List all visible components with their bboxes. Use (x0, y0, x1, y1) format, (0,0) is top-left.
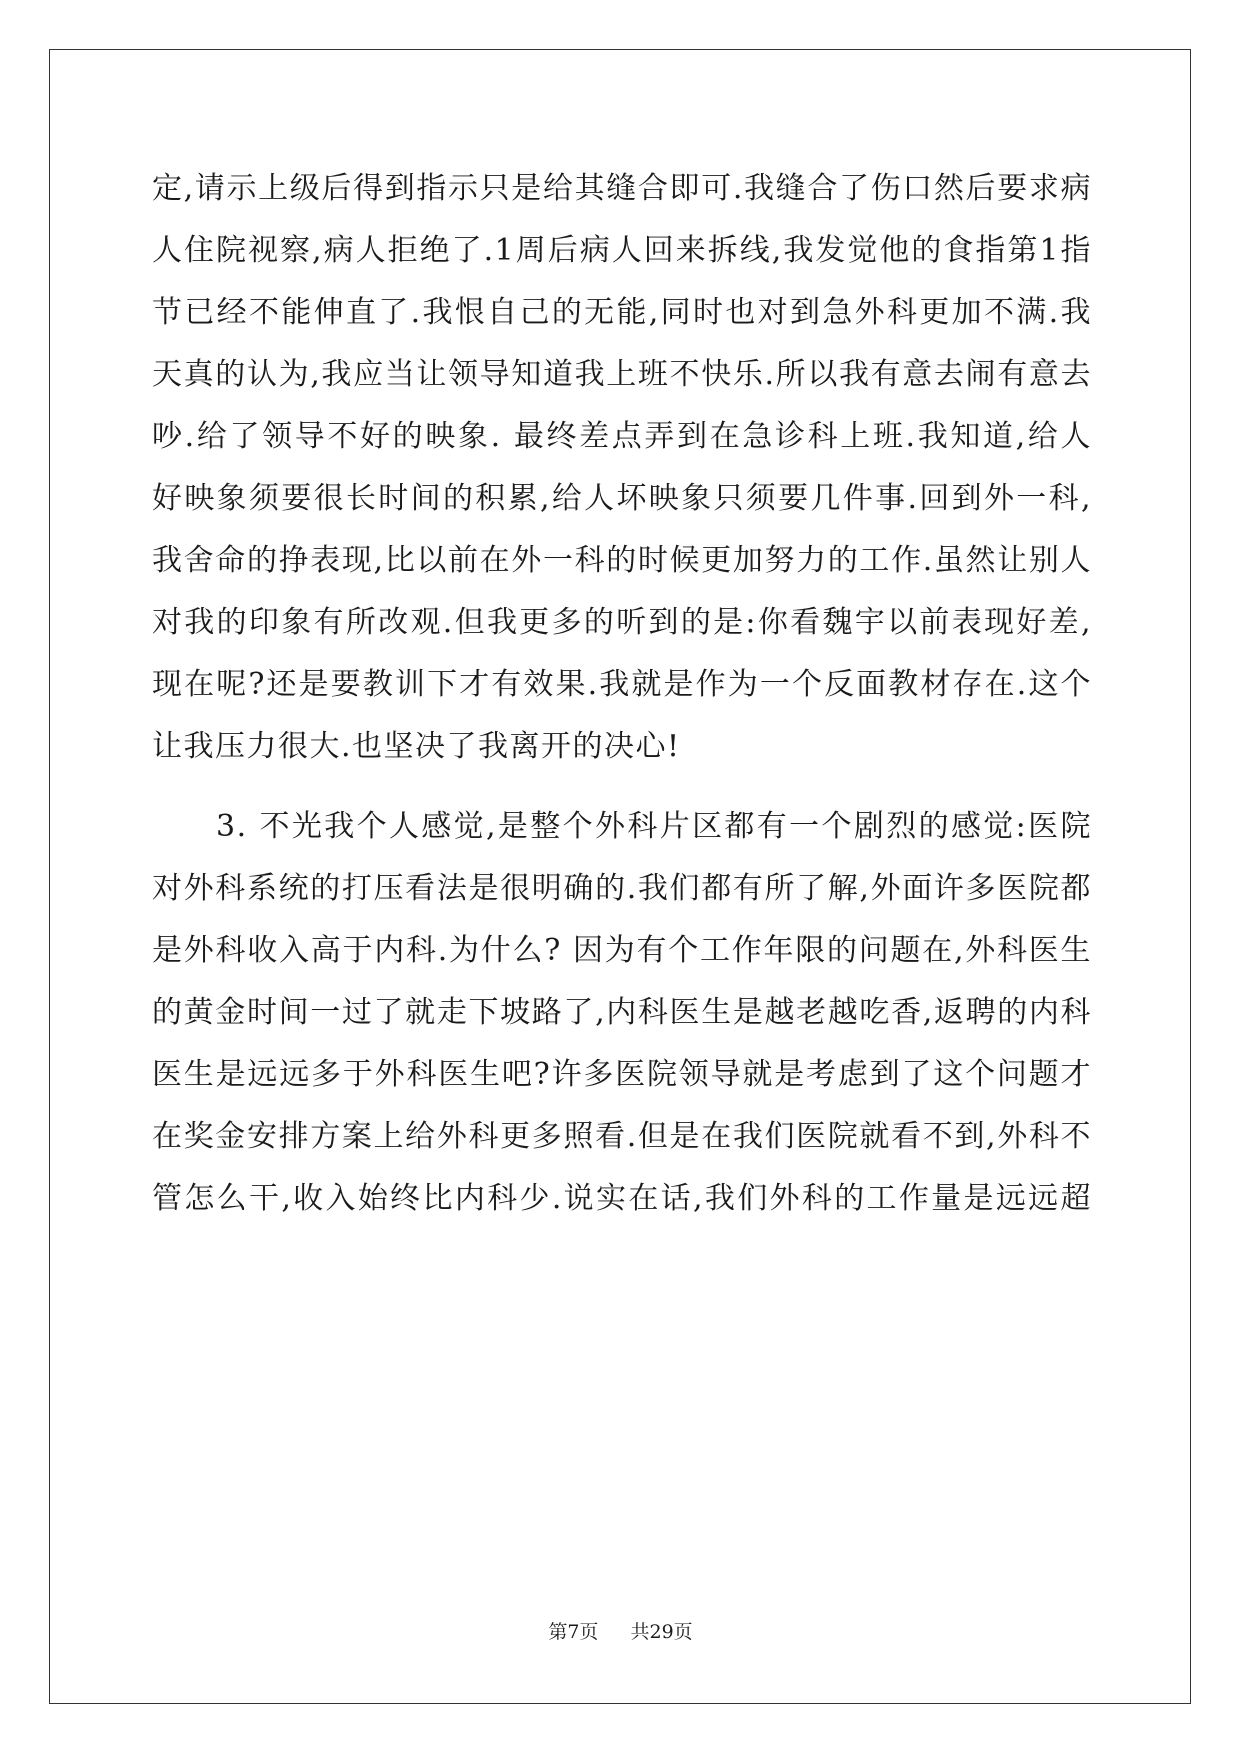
text-line: 3. 不光我个人感觉,是整个外科片区都有一个剧烈的感觉:医院 (216, 809, 1092, 844)
text-line: 人住院视察,病人拒绝了.1周后病人回来拆线,我发觉他的食指第1指 (152, 233, 1092, 268)
text-line: 的黄金时间一过了就走下坡路了,内科医生是越老越吃香,返聘的内科 (152, 995, 1092, 1030)
text-line: 在奖金安排方案上给外科更多照看.但是在我们医院就看不到,外科不 (152, 1119, 1092, 1154)
text-line: 对我的印象有所改观.但我更多的听到的是:你看魏宇以前表现好差, (152, 605, 1092, 640)
text-line: 管怎么干,收入始终比内科少.说实在话,我们外科的工作量是远远超 (152, 1181, 1092, 1216)
text-line: 好映象须要很长时间的积累,给人坏映象只须要几件事.回到外一科, (152, 481, 1092, 516)
text-line: 节已经不能伸直了.我恨自己的无能,同时也对到急外科更加不满.我 (152, 295, 1092, 330)
text-line: 让我压力很大.也坚决了我离开的决心! (152, 729, 681, 764)
text-line: 天真的认为,我应当让领导知道我上班不快乐.所以我有意去闹有意去 (152, 357, 1092, 392)
page-total: 共29页 (630, 1621, 693, 1643)
document-body (152, 158, 1092, 1230)
paragraph-1 (152, 158, 1092, 778)
page-number: 第7页 (548, 1621, 599, 1643)
text-line: 现在呢?还是要教训下才有效果.我就是作为一个反面教材存在.这个 (152, 667, 1092, 702)
text-line: 吵.给了领导不好的映象. 最终差点弄到在急诊科上班.我知道,给人 (152, 419, 1092, 454)
text-line: 我舍命的挣表现,比以前在外一科的时候更加努力的工作.虽然让别人 (152, 543, 1092, 578)
text-line: 是外科收入高于内科.为什么? 因为有个工作年限的问题在,外科医生 (152, 933, 1092, 968)
page-footer (0, 1620, 1241, 1644)
text-line: 对外科系统的打压看法是很明确的.我们都有所了解,外面许多医院都 (152, 871, 1092, 906)
text-line: 定,请示上级后得到指示只是给其缝合即可.我缝合了伤口然后要求病 (152, 171, 1092, 206)
paragraph-2 (152, 796, 1092, 1230)
text-line: 医生是远远多于外科医生吧?许多医院领导就是考虑到了这个问题才 (152, 1057, 1092, 1092)
paragraph-spacer (152, 778, 1092, 796)
